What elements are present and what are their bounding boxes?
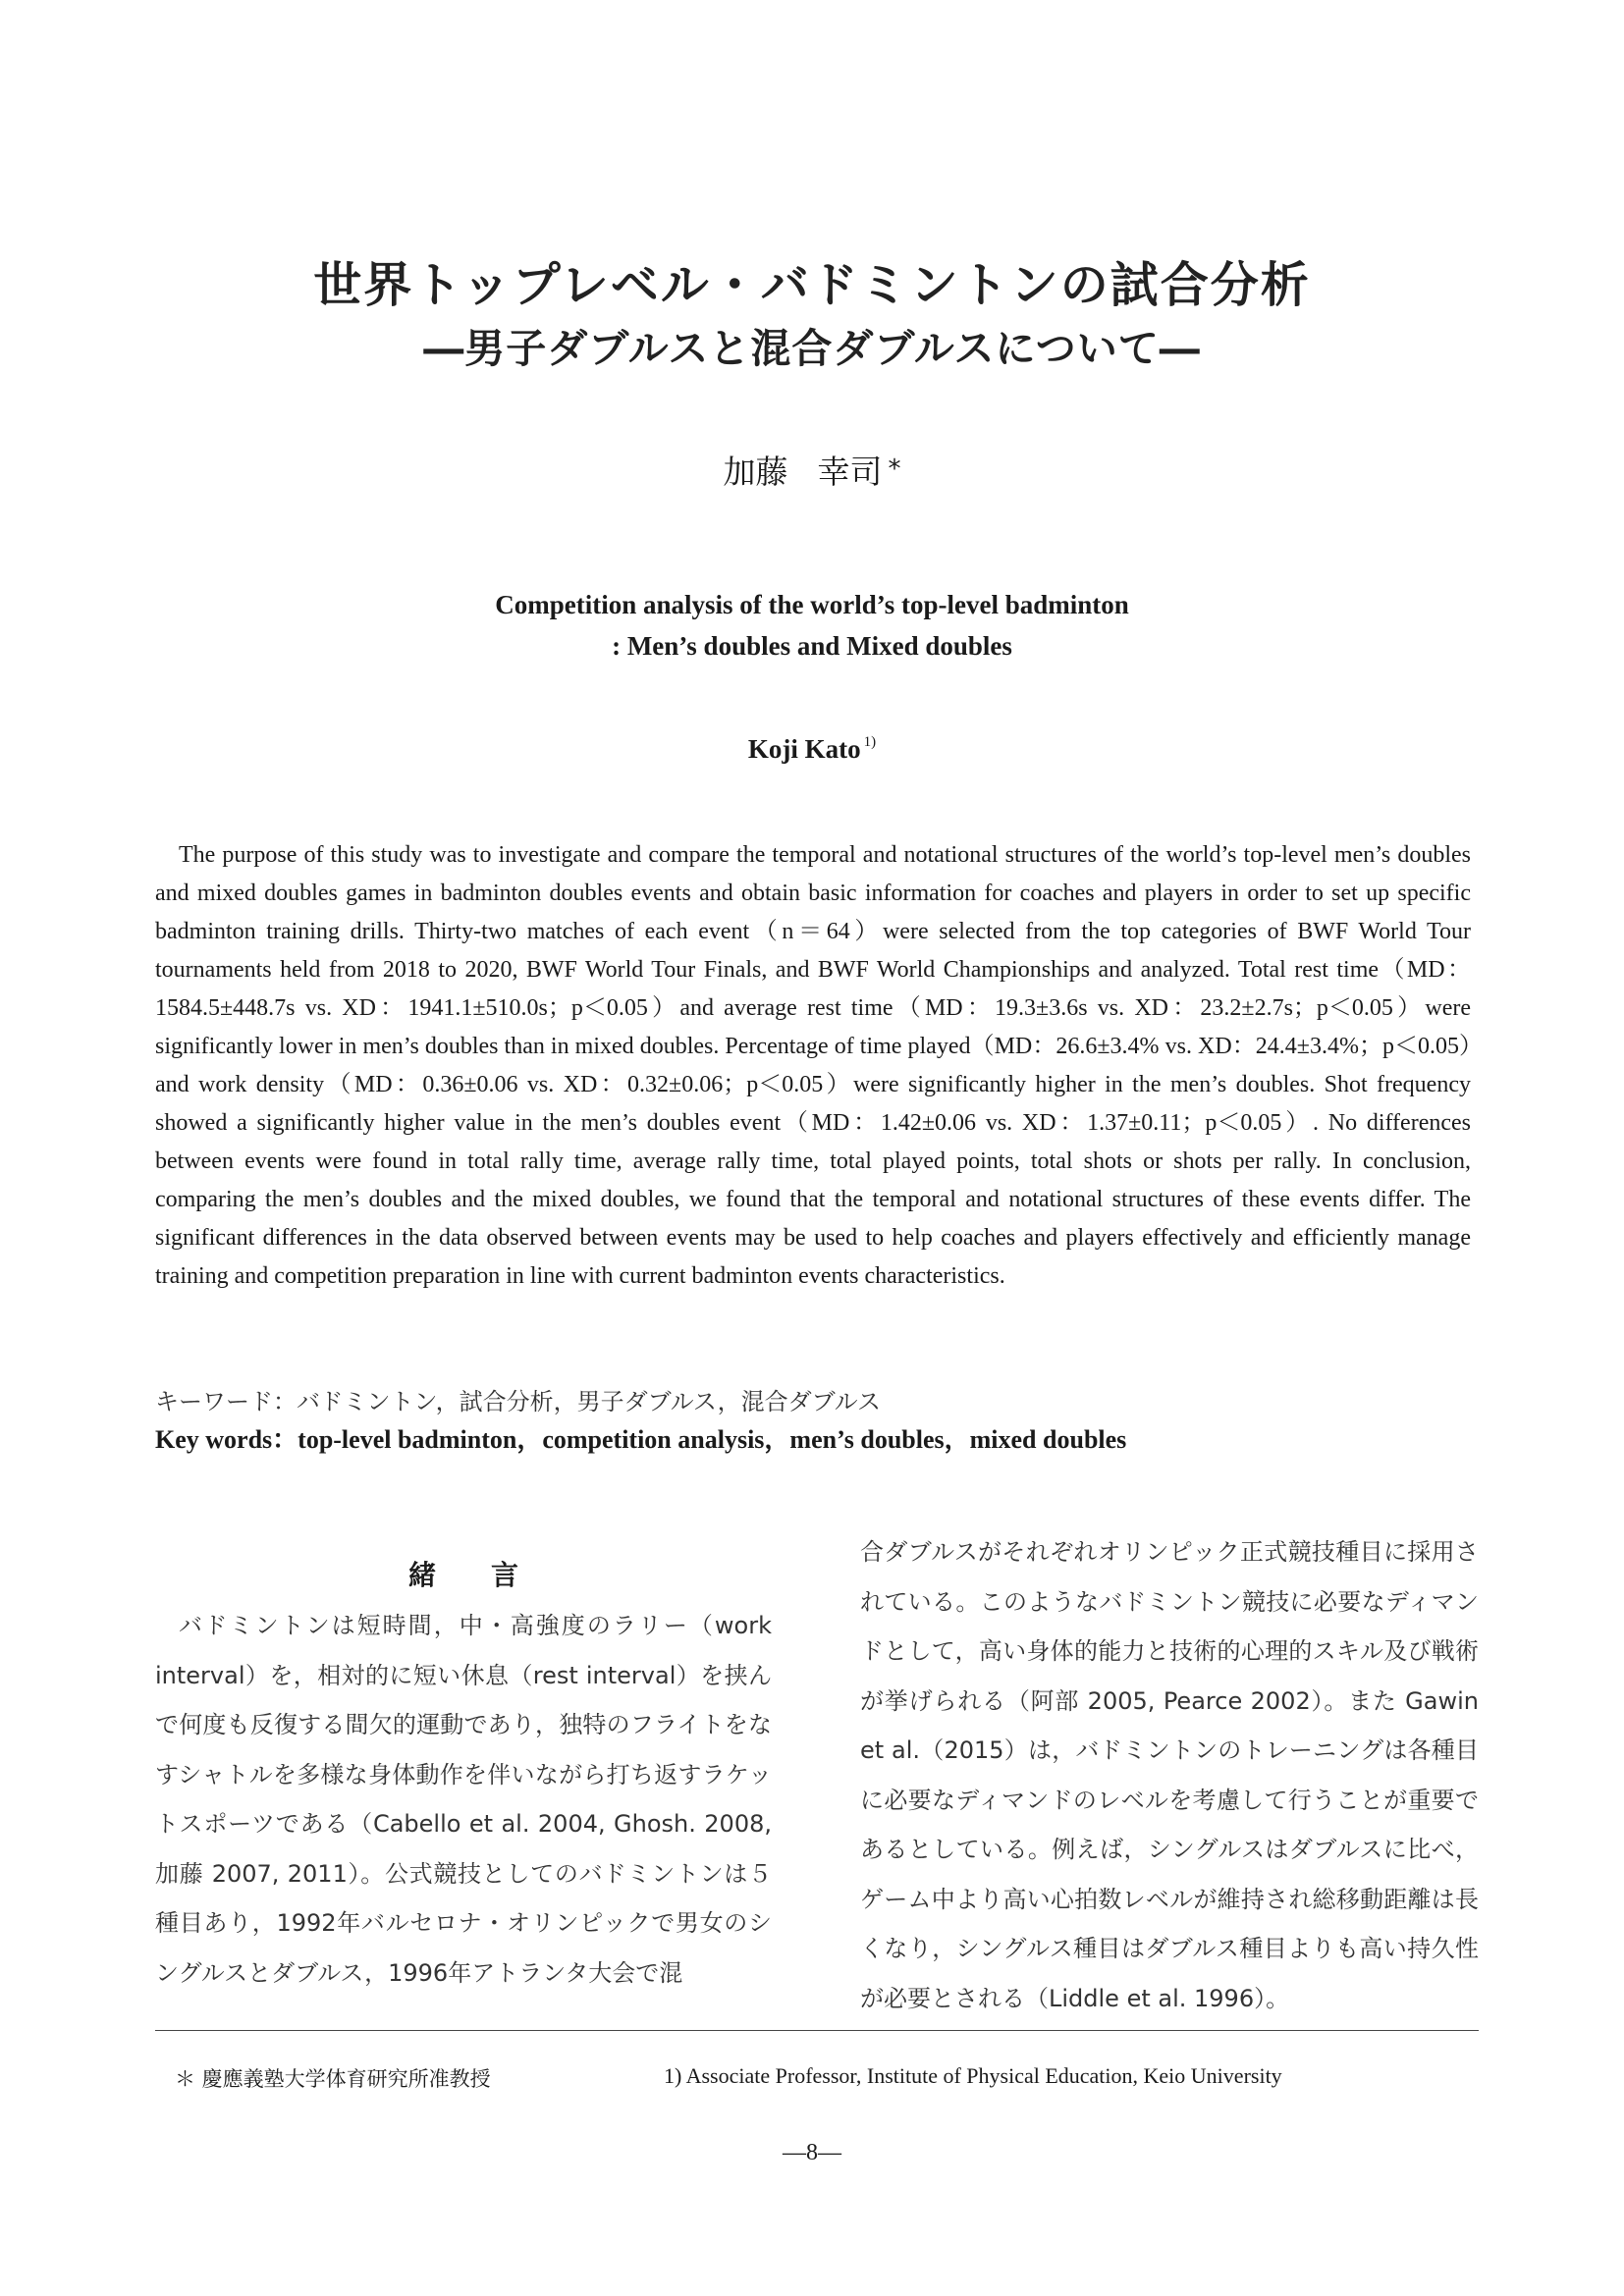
author-english-mark: 1) [863,734,877,750]
body-right-column: 合ダブルスがそれぞれオリンピック正式競技種目に採用されている。このようなバドミントン競技に必要なディマンドとして，高い身体的能力と技術的心理的スキル及び戦術が挙げられる（阿部 2005, Pearce 2002）。また Gawin et al.（2015）は，バドミントンのトレーニングは各種目に必要なディマンドのレベルを考慮して行うことが重要であるとしている。例えば，シングルスはダブルスに比べ，ゲーム中より高い心拍数レベルが維持され総移動距離は長くなり，シングルス種目はダブルス種目よりも高い持久性が必要とされる（Liddle et al. 1996）。 [860,1538,1479,2012]
body-left-column: バドミントンは短時間，中・高強度のラリー（work interval）を，相対的に短い休息（rest interval）を挟んで何度も反復する間欠的運動であり，独特のフライトをなすシャトルを多様な身体動作を伴いながら打ち返すラケットスポーツである（Cabello et al. 2004, Ghosh. 2008, 加藤 2007, 2011）。公式競技としてのバドミントンは５種目あり，1992年バルセロナ・オリンピックで男女のシングルスとダブルス，1996年アトランタ大会で混 [155,1612,772,1987]
subtitle-japanese: ―男子ダブルスと混合ダブルスについて― [423,325,1201,372]
abstract: The purpose of this study was to investigate and compare the temporal and notational structures of the world’s top-level men’s doubles and mixed doubles games in badminton doubles events and obtain basic information for coaches and players in order to set up specific badminton training drills. Thirty-two matches of each event（n＝64）were selected from the top categories of BWF World Tour tournaments held from 2018 to 2020, BWF World Tour Finals, and BWF World Championships and analyzed. Total rest time（MD：1584.5±448.7s vs. XD：1941.1±510.0s；p＜0.05）and average rest time（MD：19.3±3.6s vs. XD：23.2±2.7s；p＜0.05）were significantly lower in men’s doubles than in mixed doubles. Percentage of time played（MD：26.6±3.4% vs. XD：24.4±3.4%；p＜0.05）and work density（MD：0.36±0.06 vs. XD：0.32±0.06；p＜0.05）were significantly higher in the men’s doubles. Shot frequency showed a significantly higher value in the men’s doubles event（MD：1.42±0.06 vs. XD：1.37±0.11；p＜0.05）. No differences between events were found in total rally time, average rally time, total played points, total shots or shots per rally. In conclusion, comparing the men’s doubles and the mixed doubles, we found that the temporal and notational structures of these events differ. The significant differences in the data observed between events may be used to help coaches and players effectively and efficiently manage training and competition preparation in line with current badminton events characteristics. [155,842,1471,1289]
page-number: ―8― [783,2140,841,2165]
keywords-japanese: キーワード：バドミントン，試合分析，男子ダブルス，混合ダブルス [155,1388,881,1415]
author-english [0,734,1624,765]
footnote-affiliation-english: 1) Associate Professor, Institute of Physical Education, Keio University [664,2063,1282,2088]
section-heading: 緒言 [407,1559,573,1591]
title-english [0,584,1624,667]
title-english-line-1: Competition analysis of the world’s top-level badminton [495,590,1129,619]
author-english-name: Koji Kato [747,734,861,764]
keywords-english: Key words：top-level badminton，competition analysis，men’s doubles，mixed doubles [155,1425,1127,1454]
author-affiliation-mark: * [888,454,901,484]
author-japanese [0,447,1624,493]
title-japanese: 世界トップレベル・バドミントンの試合分析 [313,257,1311,313]
footnote-affiliation-japanese: ＊ 慶應義塾大学体育研究所准教授 [175,2067,491,2091]
title-english-line-2: : Men’s doubles and Mixed doubles [612,631,1012,661]
author-given-name: 幸司 [817,453,883,491]
footnote-divider [155,2030,1479,2031]
author-family-name: 加藤 [723,453,788,491]
